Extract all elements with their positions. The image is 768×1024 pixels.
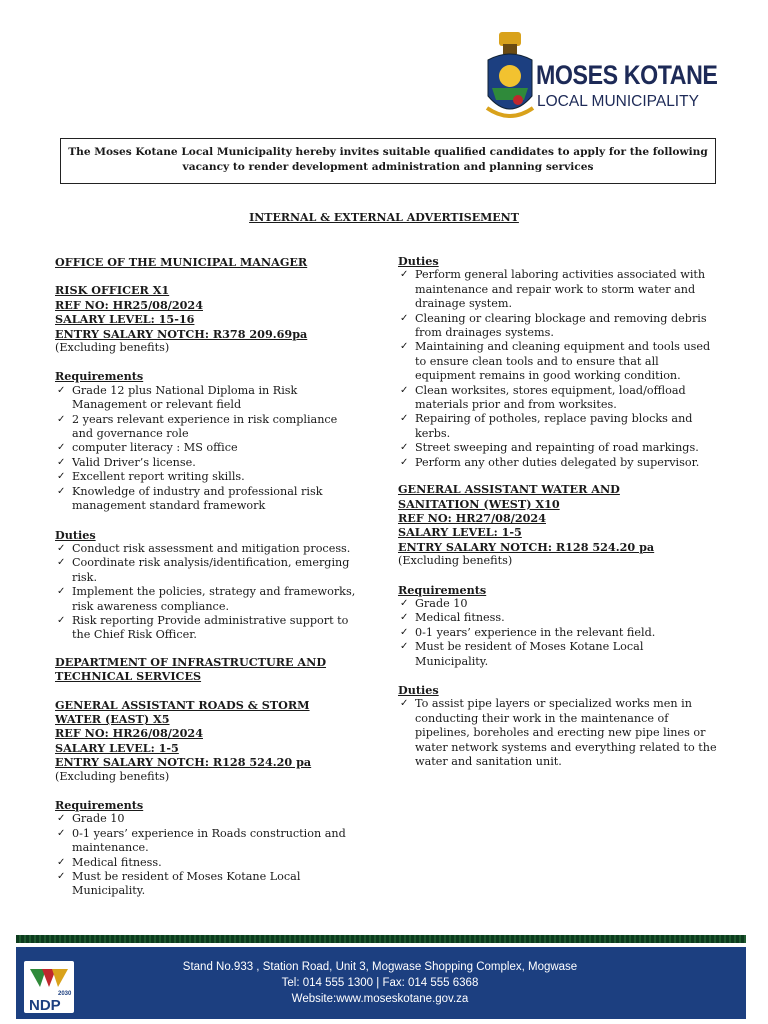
job2-note: (Excluding benefits) [55,769,170,783]
list-item: ✓ Must be resident of Moses Kotane Local Municipality. [398,640,718,669]
job1-duties-heading: Duties [55,527,96,542]
job3-title-line2: SANITATION (WEST) X10 [398,496,560,511]
job2-duties-list [398,268,718,470]
job1-salary-level: SALARY LEVEL: 15-16 [55,312,195,327]
list-item: ✓ Medical fitness. [55,856,360,870]
job2-salary-level: SALARY LEVEL: 1-5 [55,740,179,755]
list-item: ✓ Street sweeping and repainting of road markings. [398,441,718,455]
job3-duties-list [398,697,718,769]
job2-ref: REF NO: HR26/08/2024 [55,726,203,741]
list-item: ✓ Coordinate risk analysis/identification, emerging risk. [55,556,360,585]
right-column [398,254,718,769]
job1-entry-salary: ENTRY SALARY NOTCH: R378 209.69pa [55,326,308,341]
list-item: ✓ computer literacy : MS office [55,441,360,455]
job3-entry-salary: ENTRY SALARY NOTCH: R128 524.20 pa [398,539,655,554]
advertisement-title: INTERNAL & EXTERNAL ADVERTISEMENT [249,211,519,224]
list-item: ✓ 2 years relevant experience in risk compliance and governance role [55,413,360,442]
job1-requirements-list [55,384,360,514]
job3-title-line1: GENERAL ASSISTANT WATER AND [398,482,620,497]
job1-title: RISK OFFICER X1 [55,283,170,298]
list-item: ✓ 0-1 years’ experience in the relevant field. [398,626,718,640]
list-item: ✓ Must be resident of Moses Kotane Local Municipality. [55,870,360,899]
intro-statement: The Moses Kotane Local Municipality hereby invites suitable qualified candidates to apply for the following vacancy to render development administration and planning services [60,138,716,184]
ndp-logo-icon [24,961,74,1013]
list-item: ✓ Medical fitness. [398,611,718,625]
job2-title-line2: WATER (EAST) X5 [55,711,170,726]
brand-subtitle: LOCAL MUNICIPALITY [537,93,699,110]
job1-requirements-heading: Requirements [55,369,144,384]
job3-duties-heading: Duties [398,682,439,697]
job2-duties-heading: Duties [398,254,439,268]
list-item: ✓ Grade 12 plus National Diploma in Risk Management or relevant field [55,384,360,413]
list-item: ✓ Grade 10 [55,812,360,826]
list-item: ✓ Clean worksites, stores equipment, load/offload materials prior and from worksites. [398,384,718,413]
job3-note: (Excluding benefits) [398,554,513,568]
list-item: ✓ Cleaning or clearing blockage and removing debris from drainages systems. [398,312,718,341]
list-item: ✓ 0-1 years’ experience in Roads construction and maintenance. [55,827,360,856]
job1-note: (Excluding benefits) [55,341,170,355]
footer-phone-fax: Tel: 014 555 1300 | Fax: 014 555 6368 [281,977,479,989]
job1-ref: REF NO: HR25/08/2024 [55,297,203,312]
department-heading-line1: DEPARTMENT OF INFRASTRUCTURE AND [55,654,327,669]
list-item: ✓ To assist pipe layers or specialized works men in conducting their work in the maintenance of pipelines, boreholes and erecting new pipe lines or water network systems and everything related to the water and sanitation unit. [398,697,718,769]
footer-address: Stand No.933 , Station Road, Unit 3, Mogwase Shopping Complex, Mogwase [182,961,578,973]
footer-contact [80,959,680,1007]
footer-website[interactable]: Website:www.moseskotane.gov.za [291,993,469,1005]
list-item: ✓ Grade 10 [398,597,718,611]
ndp-logo [24,961,74,1013]
office-heading: OFFICE OF THE MUNICIPAL MANAGER [55,255,308,269]
municipal-crest-icon [484,30,536,128]
job3-salary-level: SALARY LEVEL: 1-5 [398,525,522,540]
job3-requirements-heading: Requirements [398,582,487,597]
list-item: ✓ Knowledge of industry and professional risk management standard framework [55,485,360,514]
left-column [55,255,360,899]
list-item: ✓ Risk reporting Provide administrative support to the Chief Risk Officer. [55,614,360,643]
list-item: ✓ Implement the policies, strategy and frameworks, risk awareness compliance. [55,585,360,614]
ndp-text: NDP [29,997,61,1013]
list-item: ✓ Excellent report writing skills. [55,470,360,484]
job2-requirements-list [55,812,360,898]
department-heading-line2: TECHNICAL SERVICES [55,669,202,684]
job1-duties-list [55,542,360,643]
footer-stripe [16,935,746,943]
list-item: ✓ Valid Driver’s license. [55,456,360,470]
list-item: ✓ Maintaining and cleaning equipment and tools used to ensure clean tools and to ensure that all equipment remains in good working condition. [398,340,718,383]
job2-title-line1: GENERAL ASSISTANT ROADS & STORM [55,697,310,712]
ndp-year: 2030 [58,991,72,997]
job2-requirements-heading: Requirements [55,798,144,812]
list-item: ✓ Repairing of potholes, replace paving blocks and kerbs. [398,412,718,441]
job3-ref: REF NO: HR27/08/2024 [398,510,546,525]
job2-entry-salary: ENTRY SALARY NOTCH: R128 524.20 pa [55,755,312,770]
list-item: ✓ Perform general laboring activities associated with maintenance and repair work to storm water and drainage system. [398,268,718,311]
list-item: ✓ Conduct risk assessment and mitigation process. [55,542,360,556]
municipality-logo [484,30,724,130]
job3-requirements-list [398,597,718,669]
list-item: ✓ Perform any other duties delegated by supervisor. [398,456,718,470]
brand-name: MOSES KOTANE [536,60,718,90]
